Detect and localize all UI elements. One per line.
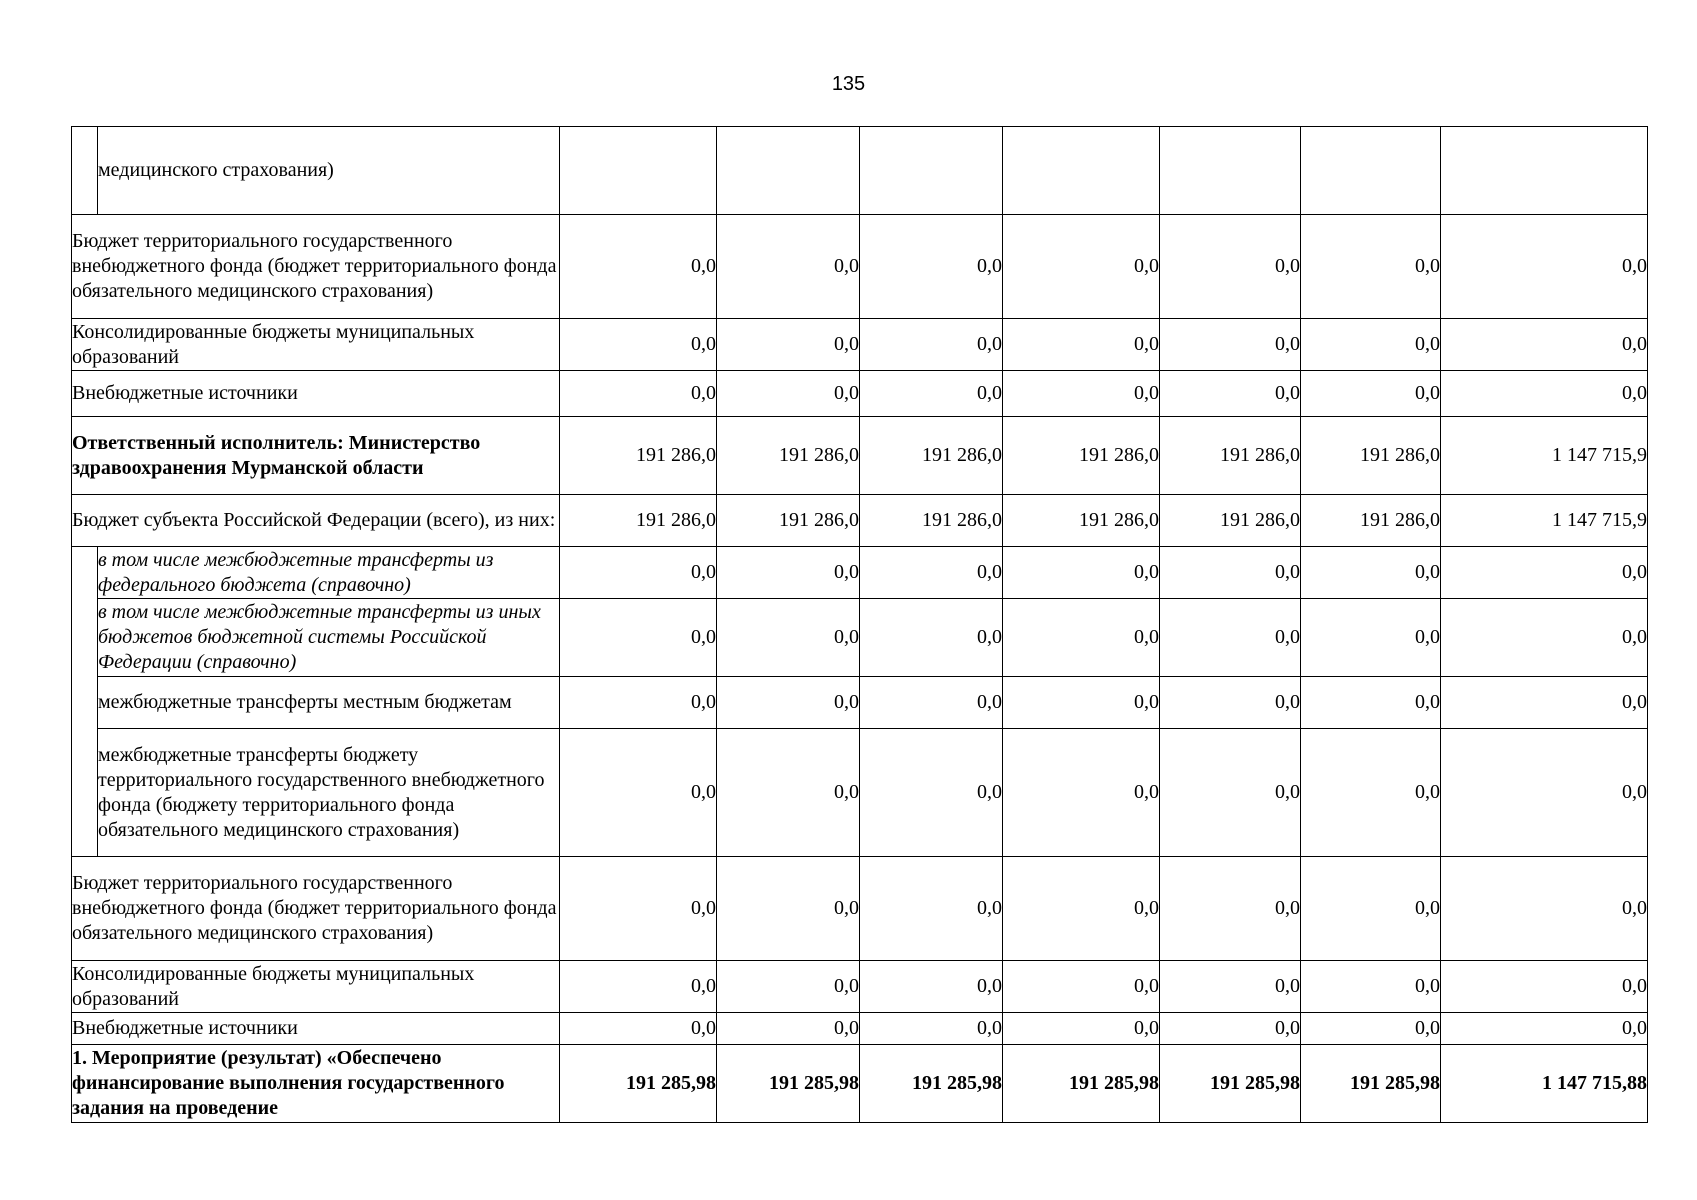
value-cell: 0,0 [860, 857, 1003, 961]
value-cell: 0,0 [1160, 547, 1301, 599]
value-cell: 0,0 [1301, 729, 1441, 857]
row-label: в том числе межбюджетные трансферты из федерального бюджета (справочно) [98, 547, 560, 599]
value-cell: 1 147 715,9 [1441, 495, 1648, 547]
value-cell: 0,0 [1003, 215, 1160, 319]
value-cell: 0,0 [1301, 215, 1441, 319]
value-cell: 0,0 [717, 599, 860, 677]
value-cell: 0,0 [860, 677, 1003, 729]
row-label: Бюджет территориального государственного внебюджетного фонда (бюджет территориального фонда обязательного медицинского страхования) [72, 857, 560, 961]
value-cell: 0,0 [560, 1013, 717, 1045]
table-row [72, 1013, 1648, 1045]
value-cell: 191 285,98 [560, 1045, 717, 1123]
value-cell: 0,0 [717, 961, 860, 1013]
value-cell: 0,0 [1160, 677, 1301, 729]
value-cell: 191 285,98 [717, 1045, 860, 1123]
value-cell: 191 286,0 [560, 495, 717, 547]
value-cell: 0,0 [1003, 729, 1160, 857]
value-cell: 0,0 [860, 1013, 1003, 1045]
row-label: в том числе межбюджетные трансферты из иных бюджетов бюджетной системы Российской Федерации (справочно) [98, 599, 560, 677]
page-number: 135 [831, 73, 866, 95]
value-cell: 0,0 [717, 857, 860, 961]
value-cell: 1 147 715,9 [1441, 417, 1648, 495]
row-label: Внебюджетные источники [72, 371, 560, 417]
value-cell: 0,0 [717, 1013, 860, 1045]
value-cell: 0,0 [560, 677, 717, 729]
value-cell: 0,0 [1160, 371, 1301, 417]
value-cell: 191 286,0 [1301, 495, 1441, 547]
row-label: Консолидированные бюджеты муниципальных образований [72, 961, 560, 1013]
value-cell: 0,0 [860, 961, 1003, 1013]
value-cell: 0,0 [1441, 961, 1648, 1013]
row-label: Бюджет субъекта Российской Федерации (всего), из них: [72, 495, 560, 547]
value-cell: 0,0 [717, 371, 860, 417]
table-row [72, 961, 1648, 1013]
value-cell: 0,0 [1003, 319, 1160, 371]
value-cell: 0,0 [1160, 599, 1301, 677]
table-row [72, 1045, 1648, 1123]
table-row [72, 215, 1648, 319]
value-cell: 191 286,0 [1003, 495, 1160, 547]
value-cell: 0,0 [1160, 729, 1301, 857]
value-cell: 0,0 [1003, 599, 1160, 677]
value-cell [1160, 127, 1301, 215]
value-cell: 0,0 [1301, 319, 1441, 371]
value-cell: 0,0 [1003, 857, 1160, 961]
table-row [72, 371, 1648, 417]
value-cell: 191 286,0 [717, 495, 860, 547]
value-cell: 0,0 [1003, 961, 1160, 1013]
value-cell: 0,0 [1441, 677, 1648, 729]
value-cell: 191 286,0 [860, 417, 1003, 495]
table-row [72, 599, 1648, 677]
table-row [72, 729, 1648, 857]
table-row [72, 547, 1648, 599]
value-cell: 191 286,0 [717, 417, 860, 495]
value-cell: 0,0 [717, 677, 860, 729]
value-cell: 0,0 [1160, 319, 1301, 371]
value-cell: 0,0 [1160, 961, 1301, 1013]
value-cell: 0,0 [560, 215, 717, 319]
row-label: Бюджет территориального государственного внебюджетного фонда (бюджет территориального фонда обязательного медицинского страхования) [72, 215, 560, 319]
row-label: межбюджетные трансферты местным бюджетам [98, 677, 560, 729]
value-cell: 0,0 [560, 371, 717, 417]
value-cell: 0,0 [1301, 547, 1441, 599]
value-cell: 0,0 [717, 729, 860, 857]
value-cell: 191 285,98 [860, 1045, 1003, 1123]
indent-cell [72, 547, 98, 857]
indent-cell [72, 127, 98, 215]
value-cell: 0,0 [860, 319, 1003, 371]
value-cell: 0,0 [1301, 961, 1441, 1013]
value-cell: 0,0 [1441, 319, 1648, 371]
value-cell: 191 286,0 [1160, 417, 1301, 495]
value-cell: 191 285,98 [1003, 1045, 1160, 1123]
value-cell: 0,0 [560, 547, 717, 599]
value-cell: 0,0 [1301, 599, 1441, 677]
value-cell: 0,0 [1160, 215, 1301, 319]
value-cell: 0,0 [1301, 1013, 1441, 1045]
row-label: Ответственный исполнитель: Министерство здравоохранения Мурманской области [72, 417, 560, 495]
row-label: медицинского страхования) [98, 127, 560, 215]
row-label: Консолидированные бюджеты муниципальных образований [72, 319, 560, 371]
value-cell: 1 147 715,88 [1441, 1045, 1648, 1123]
value-cell: 0,0 [1160, 1013, 1301, 1045]
value-cell: 0,0 [560, 319, 717, 371]
value-cell: 0,0 [717, 319, 860, 371]
value-cell: 0,0 [860, 547, 1003, 599]
value-cell: 0,0 [1003, 371, 1160, 417]
value-cell: 191 286,0 [860, 495, 1003, 547]
value-cell: 0,0 [860, 215, 1003, 319]
value-cell: 191 285,98 [1301, 1045, 1441, 1123]
value-cell: 191 285,98 [1160, 1045, 1301, 1123]
row-label: 1. Мероприятие (результат) «Обеспечено финансирование выполнения государственного задания на проведение [72, 1045, 560, 1123]
value-cell: 0,0 [1301, 371, 1441, 417]
value-cell: 0,0 [1441, 599, 1648, 677]
table-row [72, 127, 1648, 215]
value-cell [860, 127, 1003, 215]
value-cell: 0,0 [717, 215, 860, 319]
value-cell: 0,0 [1003, 547, 1160, 599]
value-cell [1441, 127, 1648, 215]
value-cell: 0,0 [1003, 677, 1160, 729]
table-row [72, 677, 1648, 729]
table-row [72, 417, 1648, 495]
value-cell: 0,0 [1441, 215, 1648, 319]
value-cell [560, 127, 717, 215]
value-cell: 0,0 [1003, 1013, 1160, 1045]
value-cell: 191 286,0 [1160, 495, 1301, 547]
value-cell: 0,0 [1160, 857, 1301, 961]
value-cell: 0,0 [860, 729, 1003, 857]
budget-table [71, 126, 1648, 1123]
value-cell [1301, 127, 1441, 215]
value-cell: 0,0 [860, 371, 1003, 417]
row-label: Внебюджетные источники [72, 1013, 560, 1045]
table-row [72, 857, 1648, 961]
value-cell: 0,0 [1301, 677, 1441, 729]
value-cell [1003, 127, 1160, 215]
value-cell: 191 286,0 [1003, 417, 1160, 495]
value-cell: 0,0 [1441, 547, 1648, 599]
value-cell: 0,0 [860, 599, 1003, 677]
table-row [72, 319, 1648, 371]
value-cell: 0,0 [1441, 1013, 1648, 1045]
value-cell: 0,0 [1441, 729, 1648, 857]
value-cell: 0,0 [560, 857, 717, 961]
row-label: межбюджетные трансферты бюджету территориального государственного внебюджетного фонда (бюджету территориального фонда обязательного медицинского страхования) [98, 729, 560, 857]
value-cell: 0,0 [717, 547, 860, 599]
value-cell: 0,0 [1441, 857, 1648, 961]
value-cell: 0,0 [560, 729, 717, 857]
value-cell: 191 286,0 [1301, 417, 1441, 495]
table-row [72, 495, 1648, 547]
value-cell: 0,0 [560, 599, 717, 677]
value-cell: 191 286,0 [560, 417, 717, 495]
value-cell: 0,0 [1301, 857, 1441, 961]
value-cell: 0,0 [560, 961, 717, 1013]
value-cell [717, 127, 860, 215]
value-cell: 0,0 [1441, 371, 1648, 417]
